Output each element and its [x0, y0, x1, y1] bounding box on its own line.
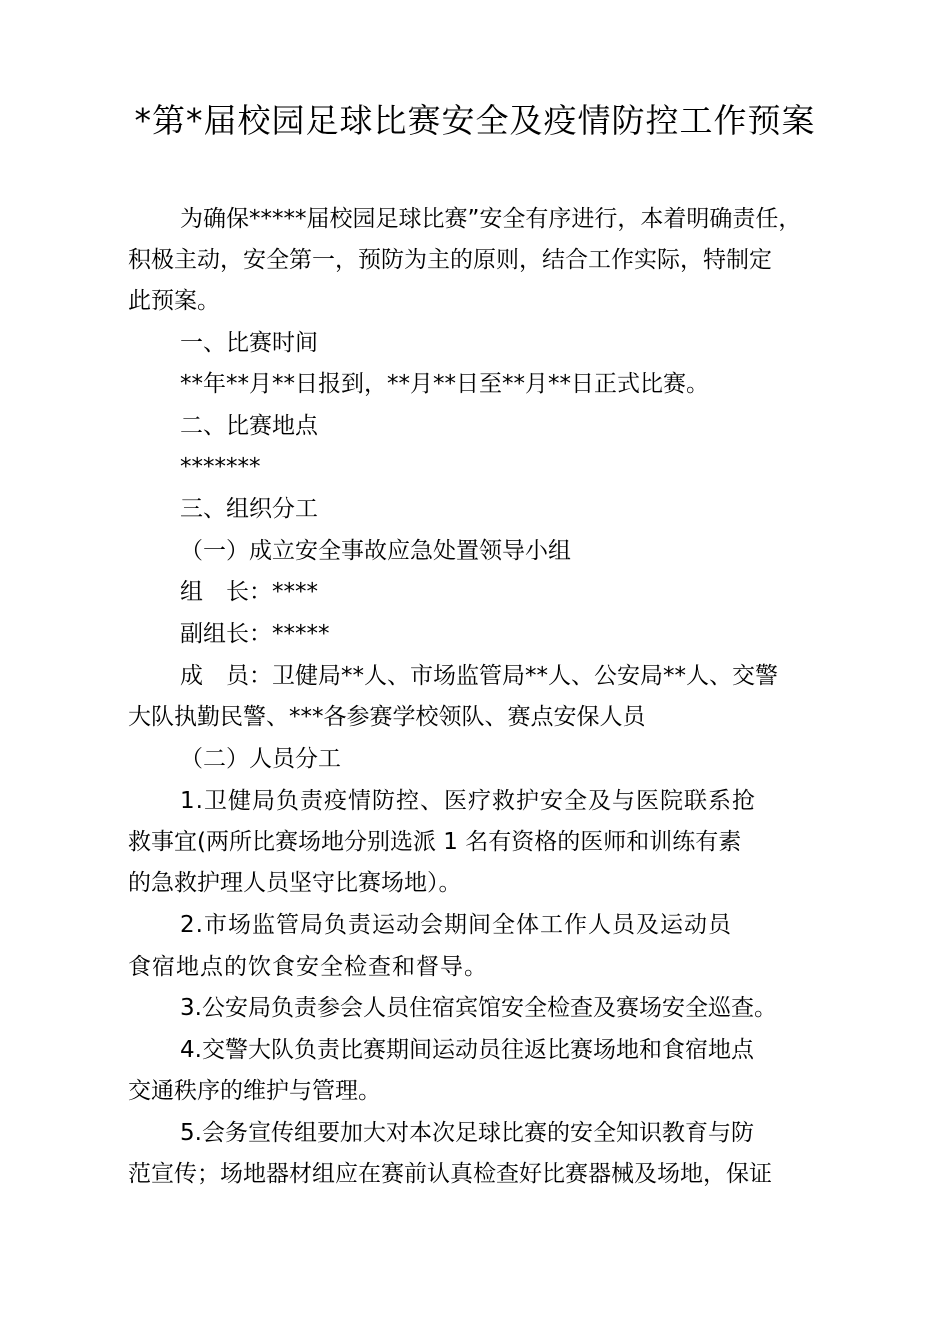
paragraph-line: **年**月**日报到，**月**日至**月**日正式比赛。 — [180, 371, 709, 397]
paragraph-line: ******* — [180, 454, 261, 480]
section-heading: 二、比赛地点 — [180, 413, 318, 439]
paragraph-line: 为确保*****届校园足球比赛”安全有序进行，本着明确责任， — [180, 206, 802, 232]
subsection-heading: （一）成立安全事故应急处置领导小组 — [180, 538, 571, 564]
paragraph-line: 此预案。 — [128, 288, 220, 314]
document-title: *第*届校园足球比赛安全及疫情防控工作预案 — [134, 101, 816, 140]
paragraph-line: 范宣传；场地器材组应在赛前认真检查好比赛器械及场地，保证 — [128, 1161, 772, 1187]
paragraph-line: 的急救护理人员坚守比赛场地）。 — [128, 870, 462, 896]
paragraph-line: 1.卫健局负责疫情防控、医疗救护安全及与医院联系抢 — [180, 788, 756, 814]
paragraph-line: 食宿地点的饮食安全检查和督导。 — [128, 954, 488, 980]
section-heading: 一、比赛时间 — [180, 330, 318, 356]
subsection-heading: （二）人员分工 — [180, 746, 341, 772]
paragraph-line: 救事宜(两所比赛场地分别选派 1 名有资格的医师和训练有素 — [128, 829, 742, 855]
paragraph-line: 2.市场监管局负责运动会期间全体工作人员及运动员 — [180, 912, 732, 938]
paragraph-line: 交通秩序的维护与管理。 — [128, 1078, 381, 1104]
paragraph-line: 4.交警大队负责比赛期间运动员往返比赛场地和食宿地点 — [180, 1037, 754, 1063]
paragraph-line: 组 长：**** — [180, 579, 318, 605]
paragraph-line: 副组长：***** — [180, 621, 330, 647]
paragraph-line: 积极主动，安全第一，预防为主的原则，结合工作实际，特制定 — [128, 247, 772, 273]
section-heading: 三、组织分工 — [180, 496, 318, 522]
paragraph-line: 大队执勤民警、***各参赛学校领队、赛点安保人员 — [128, 704, 646, 730]
paragraph-line: 成 员：卫健局**人、市场监管局**人、公安局**人、交警 — [180, 663, 778, 689]
paragraph-line: 5.会务宣传组要加大对本次足球比赛的安全知识教育与防 — [180, 1120, 754, 1146]
paragraph-line: 3.公安局负责参会人员住宿宾馆安全检查及赛场安全巡查。 — [180, 995, 777, 1021]
